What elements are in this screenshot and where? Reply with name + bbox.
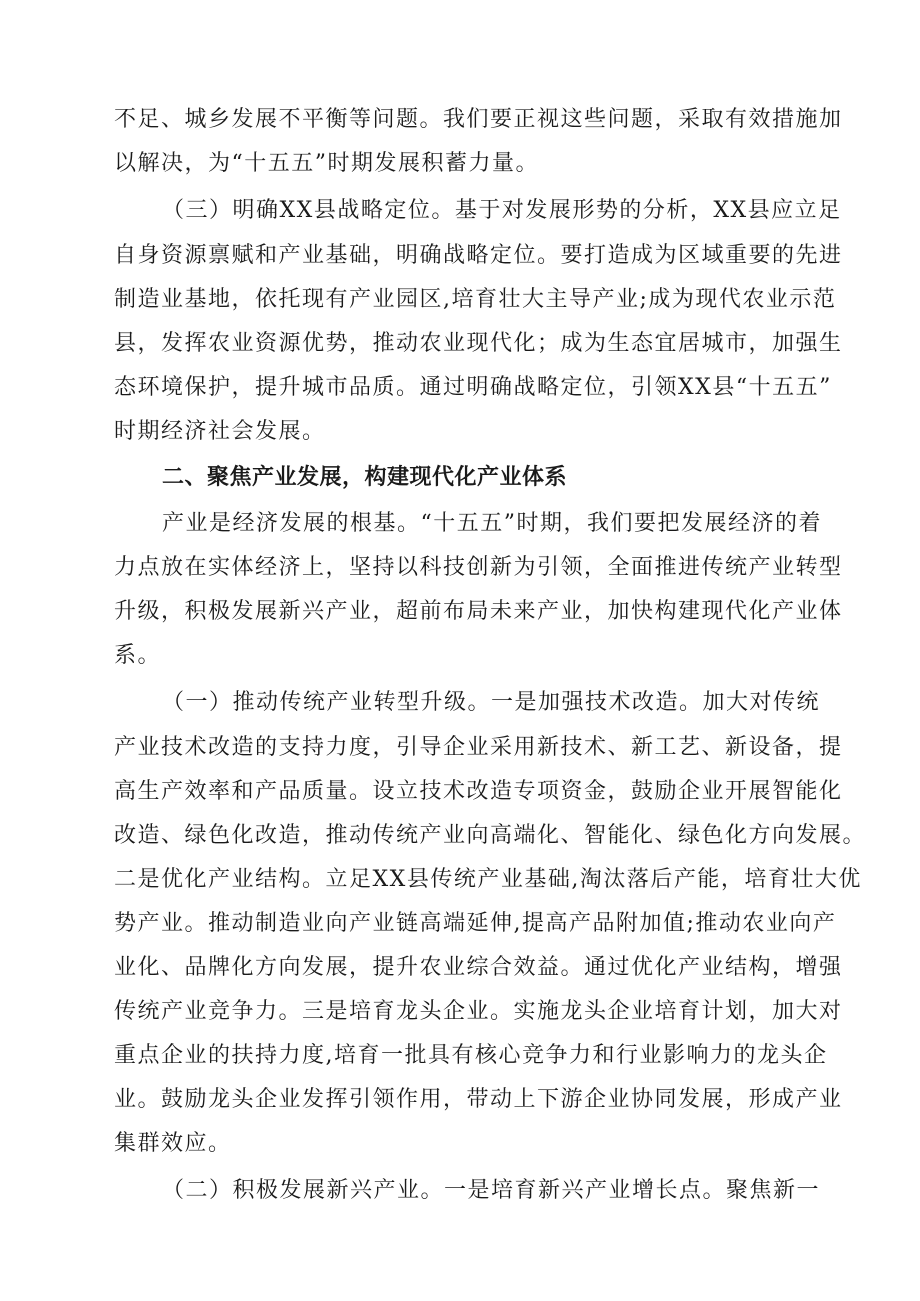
body-text-line: 态环境保护，提升城市品质。通过明确战略定位，引领XX县“十五五” [114, 375, 832, 400]
body-text-line: 升级，积极发展新兴产业，超前布局未来产业，加快构建现代化产业体 [114, 599, 843, 624]
subsection-heading-line: （一）推动传统产业转型升级。一是加强技术改造。加大对传统 [162, 690, 821, 715]
body-text-line: 势产业。推动制造业向产业链高端延伸,提高产品附加值;推动农业向产 [114, 911, 837, 936]
body-text-line: 制造业基地，依托现有产业园区,培育壮大主导产业;成为现代农业示范 [114, 287, 837, 312]
body-text-line: 县，发挥农业资源优势，推动农业现代化；成为生态宜居城市，加强生 [114, 331, 843, 356]
body-text-line: 以解决，为“十五五”时期发展积蓄力量。 [114, 151, 539, 176]
body-text-line: 改造、绿色化改造，推动传统产业向高端化、智能化、绿色化方向发展。 [114, 823, 867, 848]
body-text-line: 力点放在实体经济上，坚持以科技创新为引领，全面推进传统产业转型 [114, 555, 843, 580]
body-text-line: 系。 [114, 643, 162, 668]
body-text-line: 产业是经济发展的根基。“十五五”时期，我们要把发展经济的着 [162, 511, 822, 536]
body-text-line: 集群效应。 [114, 1131, 232, 1156]
body-text-line: 业化、品牌化方向发展，提升农业综合效益。通过优化产业结构，增强 [114, 955, 843, 980]
subsection-heading-line: （三）明确XX县战略定位。基于对发展形势的分析，XX县应立足 [162, 198, 842, 223]
body-text-line: 二是优化产业结构。立足XX县传统产业基础,淘汰落后产能，培育壮大优 [114, 867, 862, 892]
body-text-line: 产业技术改造的支持力度，引导企业采用新技术、新工艺、新设备，提 [114, 735, 843, 760]
body-text-line: 高生产效率和产品质量。设立技术改造专项资金，鼓励企业开展智能化 [114, 779, 843, 804]
body-text-line: 传统产业竞争力。三是培育龙头企业。实施龙头企业培育计划，加大对 [114, 999, 843, 1024]
body-text-line: 业。鼓励龙头企业发挥引领作用，带动上下游企业协同发展，形成产业 [114, 1087, 843, 1112]
body-text-line: 重点企业的扶持力度,培育一批具有核心竞争力和行业影响力的龙头企 [114, 1043, 828, 1068]
body-text-line: 不足、城乡发展不平衡等问题。我们要正视这些问题，采取有效措施加 [114, 107, 843, 132]
subsection-heading-line: （二）积极发展新兴产业。一是培育新兴产业增长点。聚焦新一 [162, 1178, 821, 1203]
body-text-line: 时期经济社会发展。 [114, 419, 326, 444]
body-text-line: 自身资源禀赋和产业基础，明确战略定位。要打造成为区域重要的先进 [114, 243, 843, 268]
section-heading: 二、聚焦产业发展，构建现代化产业体系 [162, 465, 568, 490]
